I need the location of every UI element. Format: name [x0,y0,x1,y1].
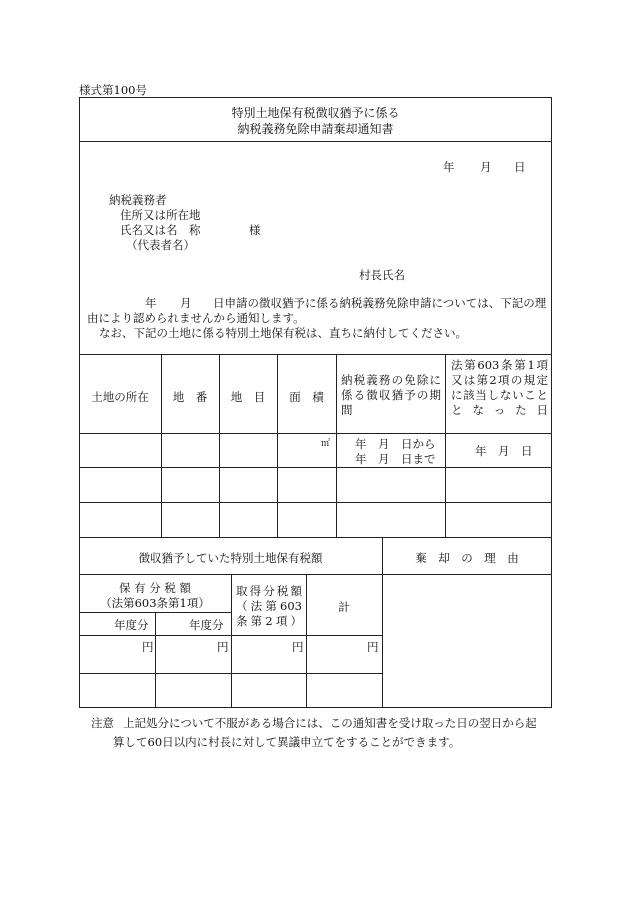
yen-unit: 円 [367,640,379,654]
fiscal-year-label-1: 年度分 [114,618,149,632]
land-table-row-line [79,467,552,468]
title-line-1: 特別土地保有税徴収猶予に係る [231,106,400,120]
fiscal-year-label-2: 年度分 [189,618,224,632]
tax-col-divider [306,574,307,708]
note-label: 注意 [91,716,114,730]
holding-tax-law: （法第603条第1項） [100,596,210,610]
mayor-name-label: 村長氏名 [359,268,405,282]
period-to: 年 月 日まで [355,452,436,466]
body-date-month: 月 [180,296,192,310]
land-table-row-line [79,502,552,503]
period-from: 年 月 日から [355,437,436,451]
form-number: 様式第100号 [79,83,147,97]
land-col-divider [277,354,278,537]
taxpayer-label: 納税義務者 [109,193,167,207]
date-year: 年 [443,160,455,174]
name-label: 氏名又は名 称 [120,223,201,237]
header-location: 土地の所在 [91,390,149,404]
land-col-divider [445,354,446,537]
date-day: 日 [514,160,526,174]
body-text-line-1: 日申請の徴収猶予に係る納税義務免除申請については、下記の理 [213,296,547,310]
header-land-category: 地 目 [230,390,266,404]
header-area: 面 積 [289,390,324,404]
reason-col-divider [382,537,383,708]
rejection-reason-heading: 棄 却 の 理 由 [415,551,519,565]
body-date-year: 年 [145,296,157,310]
tax-col-divider [231,574,232,708]
header-lot-number: 地 番 [172,390,208,404]
land-table-header-bottom [79,433,552,434]
tax-header-bottom [79,635,382,636]
land-col-divider [161,354,162,537]
non-applicable-date-value: 年 月 日 [475,444,533,458]
yen-unit: 円 [142,640,154,654]
land-col-divider [219,354,220,537]
representative-label: （代表者名） [126,238,195,252]
yen-unit: 円 [292,640,304,654]
tax-section-heading: 徴収猶予していた特別土地保有税額 [138,551,323,565]
tax-col-divider [155,612,156,708]
total-label: 計 [338,600,350,614]
holding-tax-label: 保 有 分 税 額 [118,581,192,595]
date-month: 月 [480,160,492,174]
yen-unit: 円 [217,640,229,654]
title-line-2: 納税義務免除申請棄却通知書 [237,122,394,136]
header-non-applicable-date: 法第603条第1項又は第2項の規定に該当しないこととなった日 [451,358,548,417]
acquisition-tax-label: 取得分税額（法第603条第2項） [236,584,302,628]
honorific: 様 [249,223,261,237]
land-col-divider [336,354,337,537]
title-divider [79,141,552,142]
note-line-1: 上記処分について不服がある場合には、この通知書を受け取った日の翌日から起 [123,716,537,730]
body-text-line-2: 由により認められませんから通知します。 [87,311,305,325]
note-line-2: 算して60日以内に村長に対して異議申立てをすることができます。 [113,735,461,749]
tax-heading-bottom [79,574,552,575]
land-table-top [79,354,552,355]
body-text-line-3: なお、下記の土地に係る特別土地保有税は、直ちに納付してください。 [99,326,467,340]
header-deferral-period: 納税義務の免除に係る徴収猶予の期間 [341,373,441,417]
address-label: 住所又は所在地 [120,208,201,222]
tax-row-line [79,673,382,674]
land-table-bottom [79,537,552,538]
area-unit: ㎡ [321,439,331,449]
